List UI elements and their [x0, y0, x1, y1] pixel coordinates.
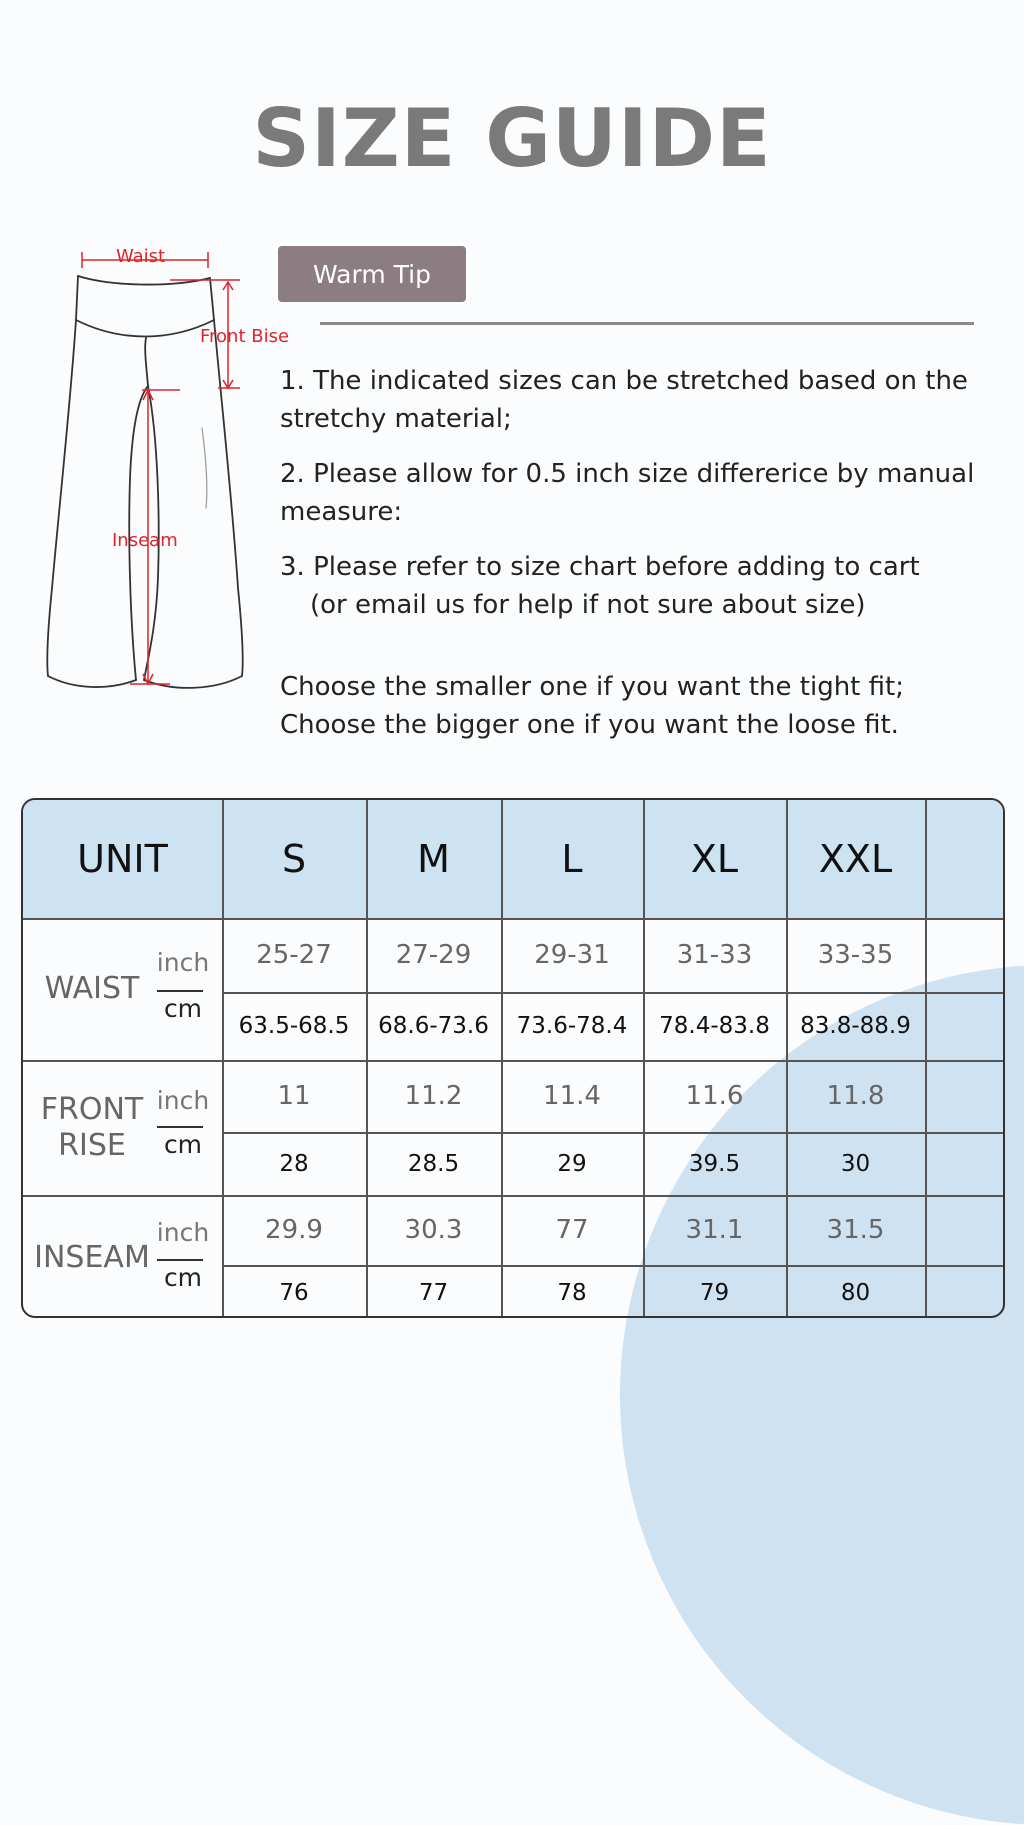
- unit-inch-label: inch: [156, 948, 210, 977]
- fit-advice: [280, 668, 904, 744]
- header-size-s: S: [281, 837, 307, 881]
- unit-cm-label: cm: [163, 1130, 203, 1159]
- tip-note-2: [280, 455, 995, 531]
- inseam-label: Inseam: [112, 530, 178, 551]
- table-cell: 73.6-78.4: [516, 1013, 628, 1039]
- page-title: SIZE GUIDE: [252, 92, 772, 185]
- tip-note-2-line1: 2. Please allow for 0.5 inch size differerice by manual: [280, 459, 975, 489]
- table-cell: 78: [557, 1279, 587, 1306]
- table-cell: 29: [557, 1150, 587, 1177]
- table-cell: 83.8-88.9: [800, 1013, 911, 1039]
- row-label-front-rise-line1: FRONT: [40, 1091, 144, 1127]
- table-cell: 39.5: [688, 1150, 741, 1177]
- table-cell: 28.5: [407, 1150, 460, 1177]
- table-cell: 68.6-73.6: [378, 1013, 489, 1039]
- tip-note-3-line1: 3. Please refer to size chart before adding to cart: [280, 552, 920, 582]
- waist-label: Waist: [116, 246, 166, 267]
- tip-note-3: [280, 548, 995, 624]
- table-cell: 29-31: [534, 940, 610, 970]
- table-cell: 79: [699, 1279, 730, 1306]
- unit-divider: [157, 1126, 203, 1128]
- table-cell: 77: [418, 1279, 449, 1306]
- table-cell: 63.5-68.5: [238, 1013, 350, 1039]
- unit-divider: [157, 990, 203, 992]
- table-cell: 27-29: [395, 940, 472, 970]
- row-label-inseam-text: INSEAM: [34, 1239, 150, 1275]
- row-label-waist-text: WAIST: [44, 971, 140, 1006]
- divider: [320, 322, 974, 325]
- table-cell: 11.4: [543, 1081, 601, 1111]
- table-cell: 11.2: [404, 1081, 463, 1111]
- front-rise-label: Front Bise: [200, 326, 290, 347]
- table-cell: 78.4-83.8: [659, 1013, 770, 1039]
- tip-note-2-line2: measure:: [280, 497, 403, 527]
- row-label-waist: [23, 918, 161, 1060]
- fit-advice-loose: Choose the bigger one if you want the loose fit.: [280, 710, 899, 740]
- tip-note-1: [280, 362, 995, 438]
- table-cell: 76: [279, 1279, 309, 1306]
- pants-measurement-diagram: [30, 238, 320, 708]
- table-cell: 80: [840, 1279, 871, 1306]
- table-cell: 77: [555, 1215, 589, 1245]
- fit-advice-tight: Choose the smaller one if you want the tight fit;: [280, 672, 904, 702]
- measurement-lines: [82, 252, 240, 684]
- table-cell: 31-33: [676, 940, 753, 970]
- table-cell: 11.8: [826, 1081, 885, 1111]
- unit-cm-label: cm: [163, 1263, 203, 1292]
- header-size-xl: XL: [690, 837, 739, 881]
- table-cell: 25-27: [256, 940, 332, 970]
- row-label-inseam: [23, 1195, 161, 1318]
- header-size-xxl: XXL: [818, 837, 893, 881]
- tip-note-1-line2: stretchy material;: [280, 404, 512, 434]
- unit-divider: [157, 1259, 203, 1261]
- table-cell: 31.1: [685, 1215, 744, 1245]
- header-unit: UNIT: [77, 837, 168, 881]
- warm-tip-badge: Warm Tip: [278, 246, 466, 302]
- table-cell: 11: [277, 1081, 311, 1111]
- table-cell: 28: [279, 1150, 309, 1177]
- header-size-m: M: [417, 837, 450, 881]
- table-cell: 30: [840, 1150, 871, 1177]
- unit-inch-label: inch: [156, 1218, 210, 1247]
- unit-inch-label: inch: [156, 1086, 210, 1115]
- table-cell: 31.5: [826, 1215, 885, 1245]
- table-cell: 11.6: [685, 1081, 744, 1111]
- table-cell: 29.9: [265, 1215, 323, 1245]
- table-cell: 30.3: [404, 1215, 463, 1245]
- size-chart-table: [21, 798, 1005, 1318]
- table-cell: 33-35: [817, 940, 894, 970]
- tip-note-1-line1: 1. The indicated sizes can be stretched based on the: [280, 366, 968, 396]
- row-label-front-rise: [23, 1060, 161, 1195]
- tip-note-3-line2: (or email us for help if not sure about size): [310, 590, 866, 620]
- unit-cm-label: cm: [163, 994, 203, 1023]
- row-label-front-rise-line2: RISE: [58, 1127, 126, 1163]
- header-size-l: L: [561, 837, 583, 881]
